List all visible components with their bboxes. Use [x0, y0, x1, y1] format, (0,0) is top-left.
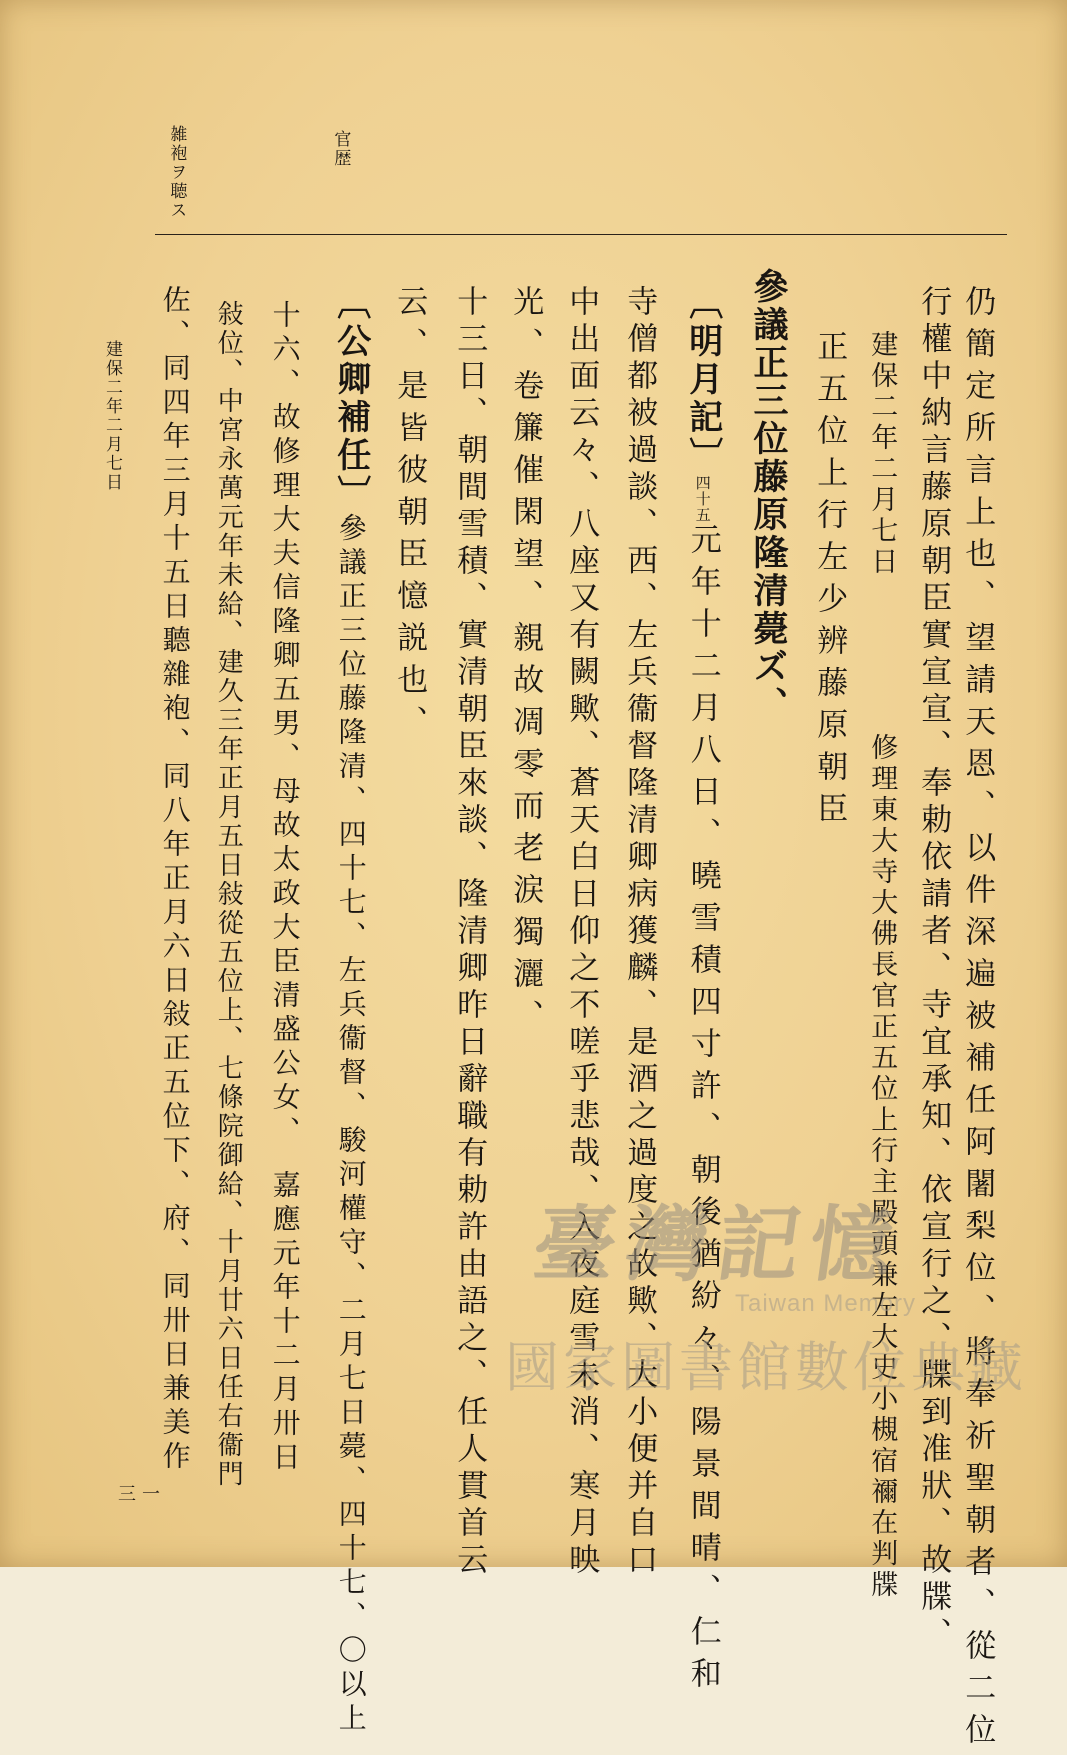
text-column-12 [330, 285, 371, 1737]
section-header: 官歴 [330, 130, 351, 168]
source-annotation: 四十五 [693, 475, 712, 523]
watermark-script: 臺灣記憶 [527, 1197, 909, 1293]
library-watermark [495, 1180, 1027, 1440]
watermark-english: Taiwan Memory [735, 1290, 917, 1317]
text-column-12-body: 參議正三位藤隆清、四十七、左兵衞督、駿河權守、二月七日薨、四十七、〇以上 [334, 513, 368, 1737]
text-column-6 [682, 285, 723, 1699]
source-citation-meigetsuki: 〔明月記〕 [682, 285, 723, 475]
text-column-8: 中出面云々、八座又有闕歟、蒼天白日仰之不嗟乎悲哉、入夜庭雪未消、寒月映 [563, 285, 600, 1580]
watermark-band: 國家圖書館數位典藏 [505, 1336, 1027, 1399]
running-footer-date: 建保二年二月七日 [102, 340, 122, 492]
text-column-13: 十六、故修理大夫信隆卿五男、母故太政大臣清盛公女、 嘉應元年十二月卅日 [268, 300, 302, 1476]
text-column-2: 行權中納言藤原朝臣實宣宣、奉勅依請者、寺宜承知、依宣行之、牒到准狀、故牒、 [915, 285, 952, 1654]
text-column-9: 光、卷簾催閑望、親故凋零而老涙獨灑、 [507, 285, 544, 1041]
text-column-11: 云、是皆彼朝臣憶説也、 [391, 285, 428, 747]
text-column-10: 十三日、朝間雪積、實清朝臣來談、隆清卿昨日辭職有勅許由語之、任人貫首云 [451, 285, 488, 1580]
text-column-1: 仍簡定所言上也、望請天恩、以件深遍被補任阿闍梨位、將奉祈聖朝者、從二位 [959, 285, 996, 1755]
text-column-4: 正五位上行左少辨藤原朝臣 [811, 330, 848, 834]
signature-line: 建保二年二月七日 修理東大寺大佛長官正五位上行主殿頭兼左大史小槻宿禰在判牒 [866, 330, 898, 1601]
article-heading: 參議正三位藤原隆清薨ズ、 [748, 268, 789, 724]
text-column-7: 寺僧都被過談、西、左兵衞督隆清卿病獲麟、是酒之過度之故歟、大小便并自口 [621, 285, 658, 1580]
margin-caption: 雑袍ヲ聴ス [166, 125, 187, 220]
text-column-15: 佐、同四年三月十五日聽雜袍、同八年正月六日敍正五位下、府、同卅日兼美作 [158, 285, 192, 1475]
text-column-6-body: 元年十二月八日、曉雪積四寸許、朝後猶紛々、陽景間晴、仁和 [684, 523, 721, 1699]
page-number: 三一 [118, 1484, 166, 1505]
header-rule [155, 234, 1007, 235]
text-column-14: 敍位、中宮永萬元年未給、建久三年正月五日敍從五位上、七條院御給、十月廿六日任右衞門 [213, 300, 244, 1489]
source-citation-kugyobunin: 〔公卿補任〕 [330, 285, 371, 513]
